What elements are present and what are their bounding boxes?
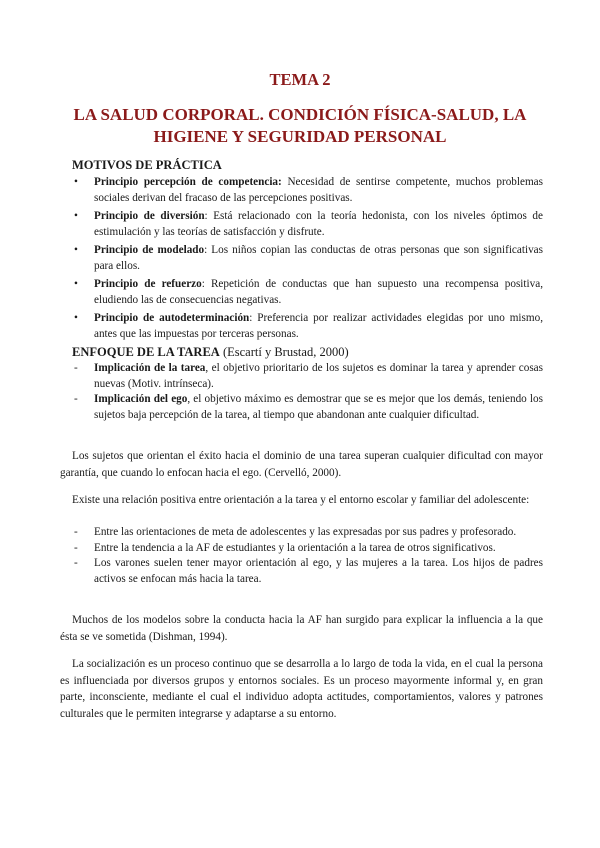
- item-text: Entre la tendencia a la AF de estudiantes y la orientación a la tarea de otros significativos.: [94, 541, 496, 554]
- paragraph: Existe una relación positiva entre orientación a la tarea y el entorno escolar y familiar del adolescente:: [72, 494, 530, 506]
- list-item: [72, 361, 543, 392]
- section-heading-motivos: MOTIVOS DE PRÁCTICA: [72, 158, 222, 172]
- item-term: Principio de refuerzo: [94, 278, 202, 290]
- item-term: Principio de autodeterminación: [94, 312, 250, 324]
- item-text: Necesidad de sentirse competente, muchos problemas sociales derivan del fracaso de las percepciones positivas.: [94, 176, 543, 204]
- motivos-list: [72, 175, 543, 345]
- paragraph: Los sujetos que orientan el éxito hacia el dominio de una tarea superan cualquier dificultad con mayor garantía, que cuando lo enfocan hacia el ego. (Cervelló, 2000).: [60, 450, 543, 479]
- paragraph: La socialización es un proceso continuo que se desarrolla a lo largo de toda la vida, en el cual la persona es influenciada por diversos grupos y entornos sociales. Es un proceso mayormente informal y, en gran parte, inconsciente, mediante el cual el individuo adopta actitudes, comportamientos, valores y patrones culturales que le permiten integrarse y adaptarse a su entorno.: [60, 658, 543, 720]
- dash-marker: -: [74, 362, 78, 374]
- paragraph: Muchos de los modelos sobre la conducta hacia la AF han surgido para explicar la influencia a la que ésta se ve sometida (Dishman, 1994).: [60, 614, 543, 643]
- bullet-marker: •: [74, 244, 78, 256]
- list-item: [72, 243, 543, 274]
- item-term: Principio percepción de competencia:: [94, 176, 282, 188]
- enfoque-heading-text: ENFOQUE DE LA TAREA: [72, 345, 220, 359]
- list-item: [72, 311, 543, 342]
- item-text: , el objetivo máximo es demostrar que se es mejor que los demás, teniendo los sujetos baja percepción de la tarea, al tiempo que abandonan ante cualquier dificultad.: [94, 393, 543, 421]
- bullet-marker: •: [74, 210, 78, 222]
- item-term: Implicación del ego: [94, 393, 188, 405]
- bullet-marker: •: [74, 278, 78, 290]
- item-term: Implicación de la tarea: [94, 362, 206, 374]
- dash-marker: -: [74, 393, 78, 405]
- dash-marker: -: [74, 526, 78, 538]
- item-term: Principio de modelado: [94, 244, 205, 256]
- enfoque-list: [72, 361, 543, 423]
- item-text: : Preferencia por realizar actividades elegidas por uno mismo, antes que las impuestas por terceras personas.: [94, 312, 543, 340]
- item-text: : Repetición de conductas que han supuesto una recompensa positiva, eludiendo las de consecuencias negativas.: [94, 278, 543, 306]
- item-text: Los varones suelen tener mayor orientación al ego, y las mujeres a la tarea. Los hijos de padres activos se enfocan más hacia la tarea.: [94, 557, 543, 585]
- enfoque-citation: (Escartí y Brustad, 2000): [219, 345, 349, 359]
- section-heading-enfoque: [72, 345, 349, 360]
- list-item: [72, 556, 543, 587]
- dash-marker: -: [74, 541, 78, 554]
- list-item: [72, 541, 543, 557]
- list-item: [72, 277, 543, 308]
- item-text: , el objetivo prioritario de los sujetos es dominar la tarea y aprender cosas nuevas (Motiv. intrínseca).: [94, 362, 544, 390]
- item-text: Entre las orientaciones de meta de adolescentes y las expresadas por sus padres y profesorado.: [94, 526, 517, 538]
- item-term: Principio de diversión: [94, 210, 205, 222]
- dash-marker: -: [74, 557, 78, 569]
- page-title: LA SALUD CORPORAL. CONDICIÓN FÍSICA-SALUD, LA HIGIENE Y SEGURIDAD PERSONAL: [73, 105, 527, 146]
- list-item: [72, 392, 543, 423]
- item-text: : Los niños copian las conductas de otras personas que son significativas para ellos.: [94, 244, 543, 272]
- bullet-marker: •: [74, 176, 78, 188]
- list-item: [72, 209, 543, 240]
- item-text: : Está relacionado con la teoría hedonista, con los niveles óptimos de estimulación y las teorías de satisfacción y disfrute.: [94, 210, 543, 238]
- bullet-marker: •: [74, 312, 78, 324]
- list-item: [72, 175, 543, 206]
- chapter-label: TEMA 2: [269, 70, 331, 89]
- list-item: [72, 525, 543, 541]
- entorno-list: [72, 525, 543, 587]
